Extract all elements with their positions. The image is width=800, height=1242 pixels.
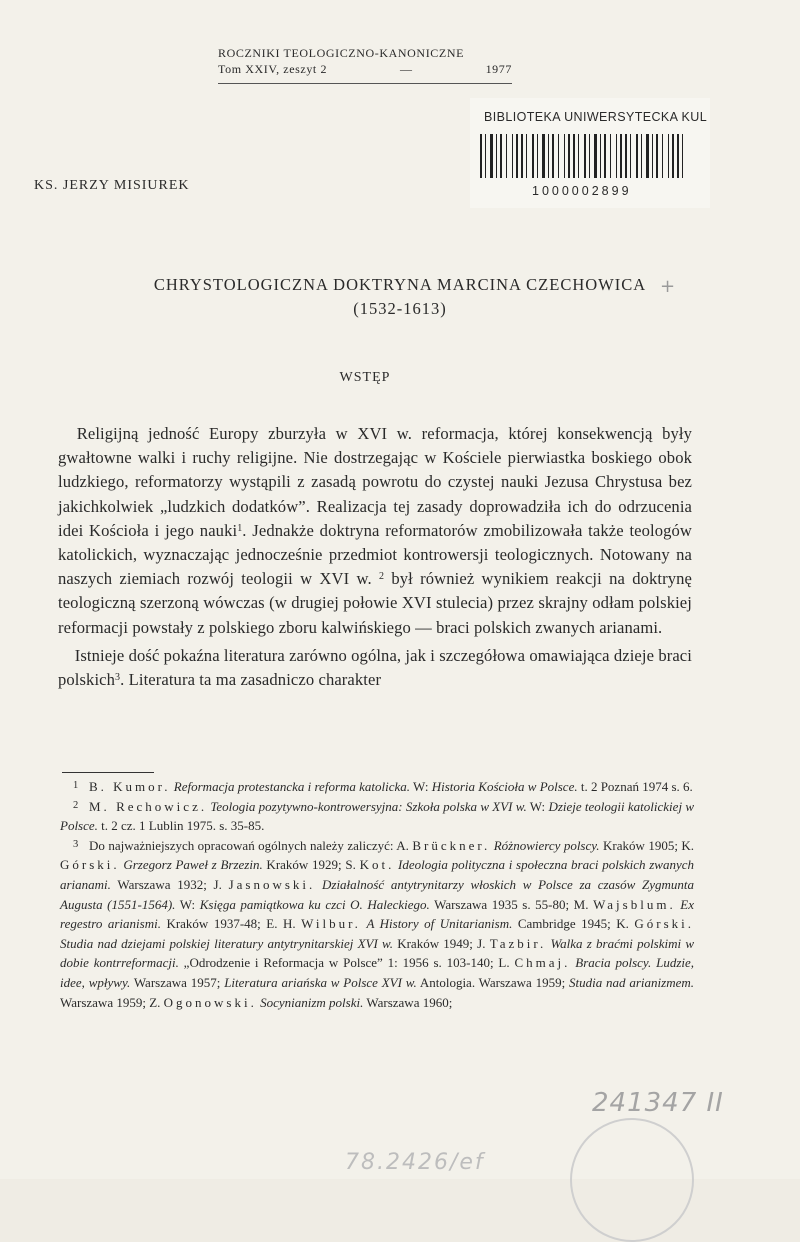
- section-heading: WSTĘP: [339, 370, 391, 385]
- footnote-3: 3 Do najważniejszych opracowań ogólnych należy zaliczyć: A. Brückner. Różnowiercy polscy. Kraków 1905; K. Górski. Grzegorz Paweł z Brzezin. Kraków 1929; S. Kot. Ideologia polityczna i społeczna braci polskich zwanych arianami. Warszawa 1932; J. Jasnowski. Działalność antytrynitarzy włoskich w Polsce za czasów Zygmunta Augusta (1551-1564). W: Księga pamiątkowa ku czci O. Haleckiego. Warszawa 1935 s. 55-80; M. Wajsblum. Ex regestro arianismi. Kraków 1937-48; E. H. Wilbur. A History of Unitarianism. Cambridge 1945; K. Górski. Studia nad dziejami polskiej literatury antytrynitarskiej XVI w. Kraków 1949; J. Tazbir. Walka z braćmi polskimi w dobie kontrreformacji. „Odrodzenie i Reformacja w Polsce” 1: 1956 s. 103-140; L. Chmaj. Bracia polscy. Ludzie, idee, wpływy. Warszawa 1957; Literatura ariańska w Polsce XVI w. Antologia. Warszawa 1959; Studia nad arianizmem. Warszawa 1959; Z. Ogonowski. Socynianizm polski. Warszawa 1960;: [60, 837, 695, 1010]
- footnote-ref-1: 1: [237, 522, 243, 534]
- article-title: [0, 273, 800, 321]
- footnote-2: 2 M. Rechowicz. Teologia pozytywno-kontrowersyjna: Szkoła polska w XVI w. W: Dzieje teologii katolickiej w Polsce. t. 2 cz. 1 Lublin 1975. s. 35-85.: [60, 798, 694, 834]
- journal-name: ROCZNIKI TEOLOGICZNO-KANONICZNE: [218, 46, 465, 60]
- footnote-ref-2: 2: [379, 571, 385, 583]
- article-author: KS. JERZY MISIUREK: [34, 178, 190, 193]
- round-stamp-icon: [570, 1118, 694, 1242]
- title-line-1: CHRYSTOLOGICZNA DOKTRYNA MARCINA CZECHOWICA: [153, 275, 647, 294]
- footnote-ref-3: 3: [115, 672, 121, 684]
- header-rule: [218, 83, 512, 84]
- footnote-1: 1 B. Kumor. Reformacja protestancka i reforma katolicka. W: Historia Kościoła w Polsce. t. 2 Poznań 1974 s. 6.: [73, 779, 693, 794]
- journal-issue: [218, 62, 512, 77]
- footnotes: [60, 777, 694, 1012]
- journal-year: 1977: [485, 62, 512, 76]
- paragraph-1: Religijną jedność Europy zburzyła w XVI w. reformacja, której konsekwencją były gwałtowne walki i ruchy religijne. Nie dostrzegając w Kościele pierwiastka boskiego obok ludzkiego, reformatorzy wystąpili z zasadą powrotu do czystej nauki Jezusa Chrystusa bez jakichkolwiek „ludzkich dodatków”. Realizacja tej zasady doprowadziła ich do odrzucenia idei Kościoła i jego nauki$^1$. Jednakże doktryna reformatorów zmobilizowała także teologów katolickich, wyznaczając jednocześnie przedmiot kontrowersji teologicznych. Notowany na naszych ziemiach rozwój teologii w XVI w. $^2$ był również wynikiem reakcji na doktrynę teologiczną szerzoną wówczas (w drugiej połowie XVI stulecia) przez skrajny odłam polskiej reformacji powstały z polskiego zboru kalwińskiego — braci polskich zwanych arianami.: [58, 424, 693, 637]
- journal-volume: Tom XXIV, zeszyt 2: [218, 62, 328, 76]
- body-text: [58, 422, 692, 692]
- handwritten-shelfmark: 78.2426/ef: [345, 1150, 485, 1175]
- paragraph-2: Istnieje dość pokaźna literatura zarówno ogólna, jak i szczegółowa omawiająca dzieje braci polskich$^3$. Literatura ta ma zasadniczo charakter: [58, 645, 692, 690]
- title-line-2: (1532-1613): [353, 299, 447, 318]
- barcode-number: 1000002899: [532, 184, 632, 198]
- library-barcode-stamp: [470, 98, 710, 208]
- journal-dash: —: [400, 62, 413, 76]
- library-name: BIBLIOTEKA UNIWERSYTECKA KUL: [484, 110, 708, 124]
- journal-header: [218, 46, 512, 84]
- cross-icon: +: [660, 276, 676, 297]
- footnote-rule: [62, 772, 154, 773]
- barcode-icon: [478, 134, 690, 178]
- handwritten-inventory-number: 241347 II: [592, 1088, 724, 1118]
